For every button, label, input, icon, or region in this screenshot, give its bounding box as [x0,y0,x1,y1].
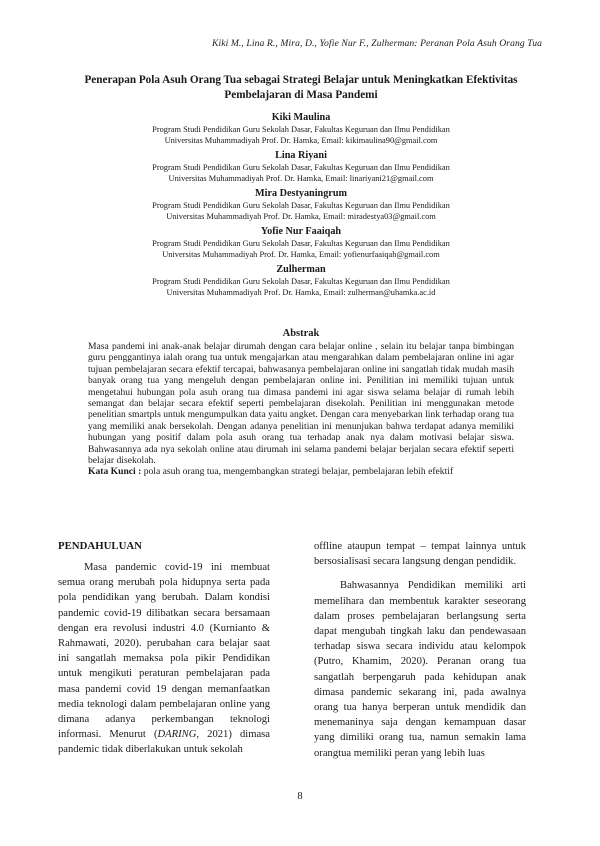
intro-text-end: , 2021) dimasa pandemic tidak diberlakukan untuk sekolah [58,729,271,756]
abstract-body: Masa pandemi ini anak-anak belajar dirumah dengan cara belajar online , selain itu belajar tanpa bimbingan guru penggantinya ialah orang tua untuk mengajarkan atau mengarahkan dalam pembelajaran online ini agar tujuan pembelajaran secara efektif tercapai, bahwasanya pembelajaran online ini sangatlah tidak mudah masih banyak orang tua yang mengeluh dengan pembelajaran online ini. Penilitian ini memiliki tujuan untuk mengetahui hubungan pola asuh orang tua dimasa pandemi ini agar siswa selama belajar di rumah lebih semangat dan belajar secara efektif seperti pembelajaran disekolah. Penilitian ini menggunakan metode penelitian smartpls untuk mengumpulkan data yaitu angket. Dengan cara menyebarkan link terhadap orang tua yang memiliki anak bersekolah. Dengan adanya penelitian ini menunjukan bahwa terdapat adanya memiliki hubungan yang positif dalam pola asuh orang tua terhadap anak nya dalam motivasi belajar siswa. Bahwasannya ada nya sekolah online atau dirumah ini selama pandemi belajar berjalan secara efektif seperti belajar disekolah. [88,341,514,467]
running-head: Kiki M., Lina R., Mira, D., Yofie Nur F., Zulherman: Peranan Pola Asuh Orang Tua [211,38,542,49]
author-entry [70,149,532,184]
intro-paragraph [58,560,270,758]
author-entry [70,263,532,298]
intro-text: Masa pandemic covid-19 ini membuat semua orang merubah pola hidupnya serta pada pola pendidikan yang berubah. Dalam kondisi pandemic covid-19 dilibatkan secara bersamaan dengan era revolusi industri 4.0 (Kurnianto & Rahmawati, 2020). perubahan cara belajar saat ini sangatlah memaksa pola pikir Pendidikan untuk mengikuti peraturan pembelajaran pada masa pandemi covid 19 dengan memanfaatkan media teknologi dalam pembelajaran online yang dimana adanya perkembangan teknologi informasi. Menurut ( [58,562,270,741]
author-affiliation-email: Universitas Muhammadiyah Prof. Dr. Hamka, Email: yofienurfaaiqah@gmail.com [162,249,440,259]
author-affiliation: Program Studi Pendidikan Guru Sekolah Dasar, Fakultas Keguruan dan Ilmu Pendidikan [152,125,450,134]
page-number: 8 [297,791,303,802]
author-affiliation: Program Studi Pendidikan Guru Sekolah Dasar, Fakultas Keguruan dan Ilmu Pendidikan [152,239,450,248]
author-name: Kiki Maulina [271,112,331,123]
abstract-heading: Abstrak [282,328,320,339]
author-affiliation: Program Studi Pendidikan Guru Sekolah Dasar, Fakultas Keguruan dan Ilmu Pendidikan [152,201,450,210]
author-entry [70,111,532,146]
section-heading: PENDAHULUAN [58,540,142,552]
author-affiliation-email: Universitas Muhammadiyah Prof. Dr. Hamka, Email: zulherman@uhamka.ac.id [166,287,436,297]
author-affiliation: Program Studi Pendidikan Guru Sekolah Dasar, Fakultas Keguruan dan Ilmu Pendidikan [152,277,450,286]
author-affiliation-email: Universitas Muhammadiyah Prof. Dr. Hamka, Email: kikimaulina90@gmail.com [164,135,438,145]
continued-paragraph: offline ataupun tempat – tempat lainnya untuk bersosialisasi secara langsung dengan pendidik. [314,541,526,568]
right-column [314,539,526,761]
left-column [58,539,270,758]
author-entry [70,225,532,260]
keywords-line [88,466,514,477]
paper-title: Penerapan Pola Asuh Orang Tua sebagai Strategi Belajar untuk Meningkatkan Efektivitas Pembelajaran di Masa Pandemi [84,74,518,101]
author-name: Zulherman [276,264,326,275]
author-block [70,111,532,301]
citation-italic: DARING [157,729,197,741]
author-entry [70,187,532,222]
author-affiliation-email: Universitas Muhammadiyah Prof. Dr. Hamka, Email: linariyani21@gmail.com [168,173,434,183]
author-affiliation-email: Universitas Muhammadiyah Prof. Dr. Hamka, Email: miradestya03@gmail.com [166,211,436,221]
author-name: Mira Destyaningrum [255,188,347,199]
abstract-section [88,327,514,478]
author-name: Yofie Nur Faaiqah [260,226,342,237]
keywords-text: pola asuh orang tua, mengembangkan strategi belajar, pembelajaran lebih efektif [141,466,454,478]
keywords-label: Kata Kunci : [88,466,142,478]
author-affiliation: Program Studi Pendidikan Guru Sekolah Dasar, Fakultas Keguruan dan Ilmu Pendidikan [152,163,450,172]
body-paragraph: Bahwasannya Pendidikan memiliki arti memelihara dan membentuk karakter seseorang dalam proses pembelajaran berlangsung serta dapat mengubah tingkah laku dan pendewasaan terhadap siswa secara individu atau kelompok (Putro, Khamim, 2020). Peranan orang tua sangatlah berpengaruh pada kehidupan anak dimasa pandemic sekarang ini, pada awalnya orang tua hanya berperan untuk mendidik dan menemaninya saja dengan kemampuan dasar yang dimiliki orang tua, namun semakin lama orangtua memiliki peran yang lebih luas [314,580,526,759]
author-name: Lina Riyani [275,150,327,161]
